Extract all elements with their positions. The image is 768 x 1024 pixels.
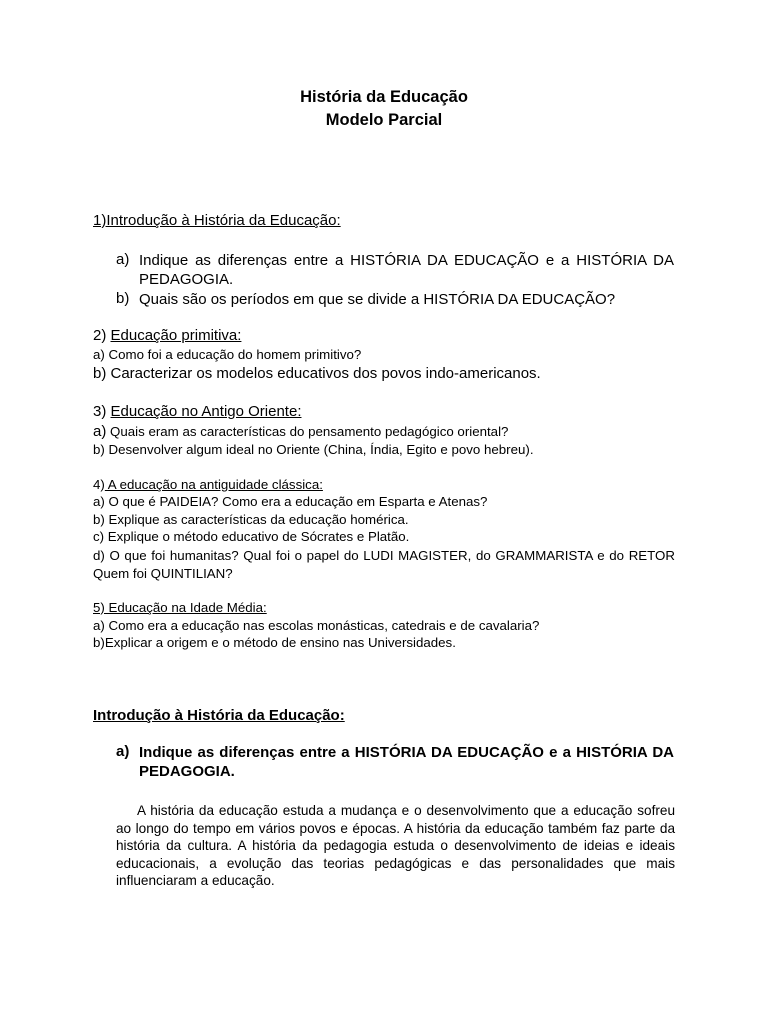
section3-heading-line — [93, 403, 675, 420]
answer-paragraph: A história da educação estuda a mudança e o desenvolvimento que a educação sofreu ao longo do tempo em vários povos e épocas. A história da educação também faz parte da história da cultura. A história da pedagogia estuda o desenvolvimento de ideias e ideais educacionais, a evolução das teorias pedagógicas e das personalidades que mais influenciaram a educação. — [116, 803, 675, 889]
section3-question-b: b) Desenvolver algum ideal no Oriente (China, Índia, Egito e povo hebreu). — [93, 442, 534, 457]
section4-heading: A educação na antiguidade clássica: — [104, 477, 323, 492]
section4-question-d: d) O que foi humanitas? Qual foi o papel do LUDI MAGISTER, do GRAMMARISTA e do RETOR Quem foi QUINTILIAN? — [93, 548, 675, 581]
item-label: a) — [116, 743, 130, 760]
question-text: Quais eram as características do pensamento pedagógico oriental? — [106, 424, 509, 439]
document-subtitle: Modelo Parcial — [325, 111, 443, 129]
item-label: b) — [116, 290, 130, 307]
section3-number: 3) — [93, 403, 111, 420]
section4-question-a: a) O que é PAIDEIA? Como era a educação em Esparta e Atenas? — [93, 494, 488, 509]
section2-question-b: b) Caracterizar os modelos educativos dos povos indo-americanos. — [93, 365, 541, 382]
section4-heading-line — [93, 477, 675, 492]
answers-heading: Introdução à História da Educação: — [93, 707, 345, 724]
section1-heading: 1)Introdução à História da Educação: — [93, 212, 341, 229]
section4-question-b: b) Explique as características da educação homérica. — [93, 512, 409, 527]
section2-number: 2) — [93, 327, 111, 344]
section4-number: 4) — [93, 477, 105, 492]
section3-question-a — [93, 423, 675, 441]
section5-heading: 5) Educação na Idade Média: — [93, 600, 267, 615]
item-text: Quais são os períodos em que se divide a HISTÓRIA DA EDUCAÇÃO? — [139, 291, 616, 308]
section2-heading-line — [93, 327, 675, 344]
document-title: História da Educação — [300, 88, 468, 106]
section2-heading: Educação primitiva: — [110, 327, 242, 344]
section5-question-a: a) Como era a educação nas escolas monásticas, catedrais e de cavalaria? — [93, 618, 540, 633]
section2-question-a: a) Como foi a educação do homem primitivo? — [93, 347, 362, 362]
section5-question-b: b)Explicar a origem e o método de ensino nas Universidades. — [93, 635, 456, 650]
question-label: a) — [93, 423, 107, 440]
item-text: Indique as diferenças entre a HISTÓRIA DA EDUCAÇÃO e a HISTÓRIA DA PEDAGOGIA. — [139, 744, 674, 780]
item-text: Indique as diferenças entre a HISTÓRIA DA EDUCAÇÃO e a HISTÓRIA DA PEDAGOGIA. — [139, 252, 674, 288]
item-label: a) — [116, 251, 130, 268]
section4-question-c: c) Explique o método educativo de Sócrates e Platão. — [93, 529, 410, 544]
section3-heading: Educação no Antigo Oriente: — [110, 403, 302, 420]
